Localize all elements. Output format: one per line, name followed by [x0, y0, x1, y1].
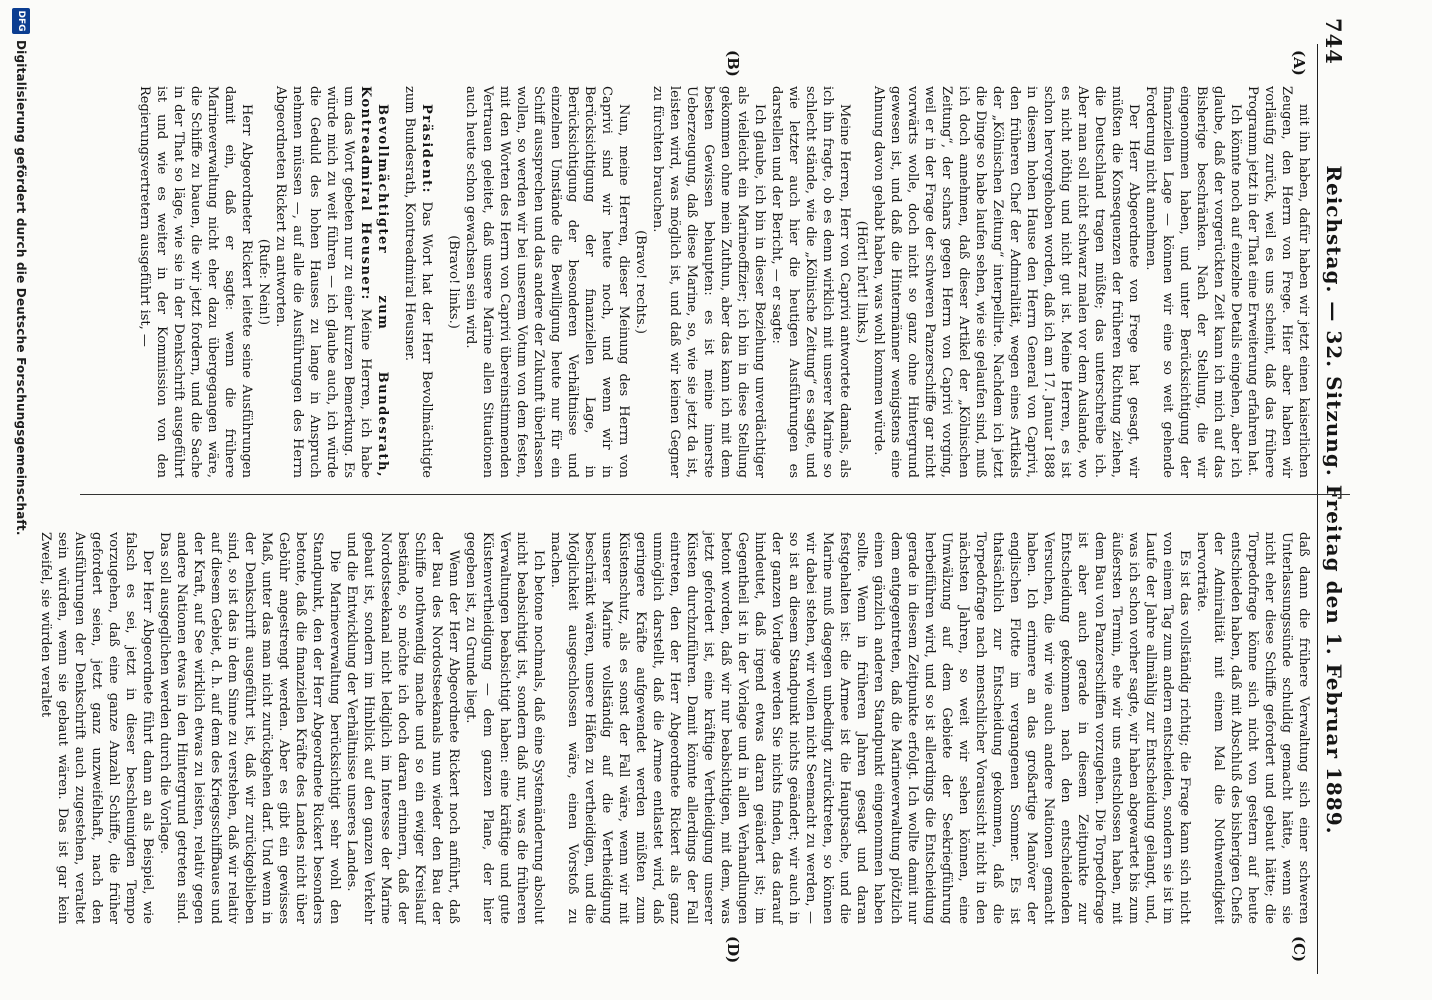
margin-marker-c: (C): [1290, 936, 1308, 963]
paragraph: Es ist das vollständig richtig; die Frage kann sich nicht von einem Tag zum andern entscheiden, sondern sie ist im Laufe der Jahre allmählig zur Entscheidung gelangt, und, was ich schon vorher sagte, wir haben abgewartet bis zum äußersten Termin, ehe wir uns entschlossen haben, mit dem Bau von Panzerschiffen vorzugehen. Die Torpedofrage ist aber auch gerade in diesem Zeitpunkte zur Entscheidung gekommen nach den entscheidenden Versuchen, die wir wie auch andere Nationen gemacht haben. Ich erinnere an das großartige Manöver der englischen Flotte im vergangenen Sommer. Es ist thatsächlich zur Entscheidung gekommen, daß die Torpedofrage nach menschlicher Voraussicht nicht in den nächsten Jahren, so weit wir sehen können, eine Umwälzung auf dem Gebiete der Seekriegführung herbeiführen wird, und so ist allerdings die Entscheidung gerade in diesem Zeitpunkte erfolgt. Ich wollte damit nur dem entgegentreten, daß die Marineverwaltung plötzlich einen gänzlich anderen Standpunkt eingenommen haben sollte. Wenn in früheren Jahren gesagt und daran festgehalten ist: die Armee ist die Hauptsache, und die Marine muß dagegen unbedingt zurücktreten, so können wir dabei stehen, wir wollen nicht Seemacht zu werden, — so ist an diesem Standpunkt nichts geändert; wir auch in der ganzen Vorlage werden Sie nichts finden, das darauf hindeutet, daß irgend etwas daran geändert ist; im Gegentheil ist in der Vorlage und in allen Verhandlungen betont worden, daß wir nur beabsichtigen, mit dem, was jetzt gefordert ist, eine kräftige Vertheidigung unserer Küsten durchzuführen. Damit könnte allerdings der Fall eintreten, den der Herr Abgeordnete Rickert als ganz unmöglich darstellt, daß die Armee entlastet wird, daß geringere Kräfte aufgewendet werden müßten zum Küstenschutz, als es sonst der Fall wäre, wenn wir mit unserer Marine vollständig auf die Vertheidigung beschränkt wären, unsere Häfen zu vertheidigen, und die Möglichkeit ausgeschlossen wäre, einen Vorstoß zu machen.: [548, 532, 1192, 924]
left-text-column: [102, 86, 1312, 478]
interjection: (Bravo! rechts.): [633, 230, 648, 334]
paragraph: Nun, meine Herren, dieser Meinung des Herrn von Caprivi sind wir heute noch, und wenn wir in Berücksichtigung der finanziellen Lage, in Berücksichtigung der besonderen Verhältnisse und einzelnen Umstände die Bewilligung heute nur für ein Schiff aussprechen und das andere der Zukunft überlassen wollen, so werden wir bei unserem Votum von dem festen, mit den Worten des Herrn von Caprivi übereinstimmenden Vertrauen geleitet, daß unsere Marine allen Situationen auch heute schon gewachsen sein wird.: [463, 86, 631, 478]
dfg-logo: DFG: [12, 8, 30, 34]
interjection: (Bravo! links.): [446, 235, 461, 329]
quotation: Ich glaube, ich bin in dieser Beziehung unverdächtiger als vielleicht ein Marineoffizier; ich bin in diese Stellung gekommen ohne mein Zuthun, aber das kann ich mit dem besten Gewissen behaupten: es ist meine innerste Ueberzeugung, daß diese Marine, so, wie sie jetzt da ist, leisten wird, was möglich ist, und daß wir keinen Gegner zu fürchten brauchen.: [650, 86, 767, 478]
header-rule: [1317, 44, 1318, 974]
paragraph: Der Herr Abgeordnete von Frege hat gesagt, wir müßten die Konsequenzen der früheren Richtung ziehen, die Deutschland tragen müßte; das unterschreibe ich. Aber man soll nicht schwarz malen vor dem Auslande, wo es nicht nöthig und nicht gut ist. Meine Herren, es ist schon hervorgehoben worden, daß ich am 17. Januar 1888 in diesem hohen Hause den Herrn General von Caprivi, den früheren Chef der Admiralität, wegen eines Artikels der „Kölnischen Zeitung“ interpellirte. Nachdem ich jetzt die Dinge so habe laufen sehen, wie sie gelaufen sind, muß ich doch annehmen, daß dieser Artikel der „Kölnischen Zeitung“, der schars gegen Herrn von Caprivi vorging, weil er in der Frage der schweren Panzerschiffe gar nicht vorwärts wolle, doch nicht so ganz ohne Hintergrund gewesen ist, und daß die Hintermänner wenigstens eine Ahnung davon gehabt haben, was wohl kommen würde.: [871, 86, 1141, 478]
page-number: 744: [1321, 18, 1346, 65]
speaker-name: Präsident:: [419, 104, 434, 194]
paragraph: Die Marineverwaltung berücksichtigt sehr wohl den Standpunkt, den der Herr Abgeordnete Rickert besonders betonte, daß die finanziellen Kräfte des Landes nicht über Gebühr angestrengt werden. Aber es gibt ein gewisses Maß, unter das man nicht zurückgehen darf. Und wenn in der Denkschrift ausgeführt ist, daß wir zurückgeblieben sind, so ist das in dem Sinne zu verstehen, daß wir relativ auf diesem Gebiet, d. h. auf dem des Kriegsschiffbaues und der Kraft, auf See wirklich etwas zu leisten, relativ gegen andere Nationen etwas in den Hintergrund getreten sind. Das soll ausgeglichen werden durch die Vorlage.: [157, 532, 342, 924]
paragraph: Ich könnte noch auf einzelne Details eingehen, aber ich glaube, daß der vorgerückten Zeit kann ich mich auf das Bisherige beschränken. Nach der Stellung, die wir eingenommen haben, und unter Berücksichtigung der finanziellen Lage — können wir eine so weit gehende Forderung nicht annehmen.: [1143, 86, 1243, 478]
margin-marker-a: (A): [1290, 50, 1308, 76]
paragraph: Der Herr Abgeordnete führt dann an als Beispiel, wie falsch es sei, jetzt in dieser beschleunigten Tempo vorzugehen, daß eine ganze Anzahl Schiffe, die früher gefordert seien, jetzt ganz unzweifelhaft, nach den Ausführungen der Denkschrift auch zugestehen, veraltet sein würden, wenn sie gebaut wären. Das ist gar kein Zweifel, sie würden veraltet: [38, 532, 155, 924]
digitization-credit: Digitalisierung gefördert durch die Deutsche Forschungsgemeinschaft.: [14, 40, 28, 536]
right-text-column: [38, 532, 1312, 924]
paragraph: Meine Herren, Herr von Caprivi antwortete damals, als ich ihn fragte, ob es denn wirklich mit unserer Marine so schlecht stände, wie die „Kölnische Zeitung“ es sagte, und wie letzter auch hier die heutigen Ausführungen es darstellen und der Bericht, — er sagte:: [769, 86, 852, 478]
speaker-text: Meine Herren, ich habe um das Wort gebeten nur zu einer kurzen Bemerkung. Es würde mich zu weit führen — ich glaube auch, ich würde die Geduld des hohen Hauses zu lange in Anspruch nehmen müssen —, auf alle die Ausführungen des Herrn Abgeordneten Rickert zu antworten.: [273, 86, 373, 478]
margin-marker-b: (B): [724, 50, 742, 77]
speaker-paragraph: [401, 86, 435, 478]
paragraph: Wenn der Herr Abgeordnete Rickert noch anführt, daß der Bau des Nordostseekanals nun wieder den Bau der Schiffe nothwendig mache und so ein ewiger Kreislauf bestände, so möchte ich doch daran erinnern, daß der Nordostseekanal nicht lediglich im Interesse der Marine gebaut ist, sondern im Hinblick auf den ganzen Verkehr und die Entwicklung der Verhältnisse unseres Landes.: [344, 532, 461, 924]
paragraph: mit ihn haben, dafür haben wir jetzt einen kaiserlichen Zeugen, den Herrn von Frege. Hier aber haben wir vorläufig zurück, weil es uns scheint, daß das frühere Programm jetzt in der That eine Erweiterung erfahren hat.: [1245, 86, 1311, 478]
margin-marker-d: (D): [724, 936, 742, 964]
interjection: (Rufe: Nein!): [256, 238, 271, 326]
speaker-text: Das Wort hat der Herr Bevollmächtigte zum Bundesrath, Kontreadmiral Heusner.: [402, 86, 434, 478]
speaker-paragraph: [272, 86, 391, 478]
paragraph: Herr Abgeordneter Rickert leitete seine Ausführungen damit ein, daß er sagte: wenn die frühere Marineverwaltung nicht eher dazu übergegangen wäre, die Schiffe zu bauen, die wir jetzt fordern, und die Sache in der That so läge, wie sie in der Denkschrift ausgeführt ist und wie es weiter in der Kommission von den Regierungsvertretern ausgeführt ist, —: [137, 86, 254, 478]
speaker-name: Bevollmächtigter zum Bundesrath, Kontreadmiral Heusner:: [358, 86, 390, 478]
paragraph: daß dann die frühere Verwaltung sich einer schweren Unterlassungssünde schuldig gemacht hätte, wenn sie nicht eher diese Schiffe gefordert und gebaut hätte; die Torpedofrage könne sich nicht von gestern auf heute entschieden haben, daß mit Abschluß des bisherigen Chefs der Admiralität mit einem Mal die Nothwendigkeit hervorträte.: [1194, 532, 1311, 924]
page-header-title: Reichstag. — 32. Sitzung. Freitag den 1. Februar 1889.: [1322, 165, 1346, 835]
paragraph: Ich betone nochmals, daß eine Systemänderung absolut nicht beabsichtigt ist, sondern daß nur, was die früheren Verwaltungen beabsichtigt haben: eine kräftige und gute Küstenvertheidigung — dem ganzen Plane, der hier gegeben ist, zu Grunde liegt.: [463, 532, 546, 924]
interjection: (Hört! hört! links.): [854, 220, 869, 344]
column-divider: [80, 494, 1350, 495]
